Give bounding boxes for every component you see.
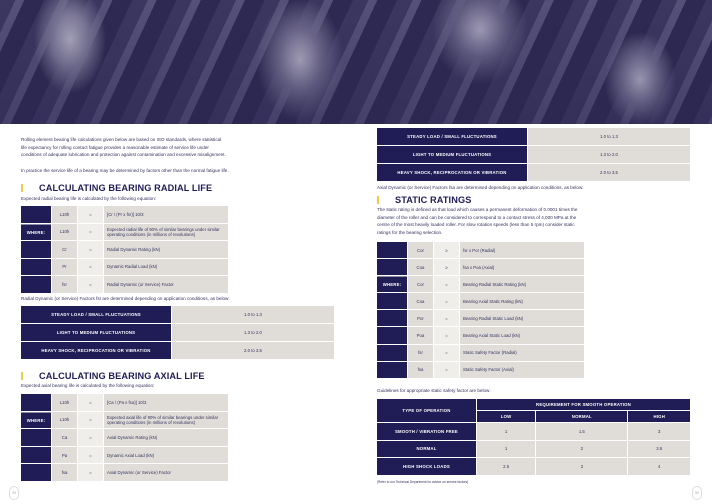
operator: = xyxy=(434,345,459,361)
static-ratings-heading: STATIC RATINGS xyxy=(395,195,472,205)
static-ratings-table xyxy=(376,241,585,379)
description: [Ca / (Pa x fsa)] 10/3 xyxy=(104,394,228,411)
operation-type: HIGH SHOCK LOADS xyxy=(377,458,476,475)
row-label xyxy=(21,276,51,293)
operator: ≥ xyxy=(434,259,459,275)
page-number: 49 xyxy=(9,486,19,500)
symbol: Por xyxy=(408,310,433,326)
table-row xyxy=(21,412,228,429)
radial-life-heading: CALCULATING BEARING RADIAL LIFE xyxy=(39,183,213,193)
safety-factor-value: 1 xyxy=(477,441,535,458)
operator: = xyxy=(78,394,103,411)
operation-type: SMOOTH / VIBRATION FREE xyxy=(377,423,476,440)
description: Bearing Axial Static Load (kN) xyxy=(460,327,584,343)
heading-accent xyxy=(377,196,379,204)
symbol: L10h xyxy=(52,224,77,241)
table-row xyxy=(377,242,584,258)
footnote: (Refer to our Technical Department for advice on service factors) xyxy=(377,480,469,484)
safety-factor-value: 3.5 xyxy=(628,441,690,458)
practice-paragraph: In practice the service life of a bearing may be determined by factors other than the normal fatigue life. xyxy=(21,168,229,173)
description: Bearing Radial Static Rating (kN) xyxy=(460,276,584,292)
table-row xyxy=(21,306,334,323)
factor-range: 1.3 to 2.0 xyxy=(172,324,334,341)
description: Axial Dynamic Rating (kN) xyxy=(104,429,228,446)
row-label xyxy=(377,293,407,309)
table-row xyxy=(377,128,690,145)
symbol: Poa xyxy=(408,327,433,343)
axial-life-heading: CALCULATING BEARING AXIAL LIFE xyxy=(39,371,205,381)
row-label xyxy=(377,327,407,343)
description: Dynamic Radial Load (kN) xyxy=(104,259,228,276)
radial-factor-note: Radial Dynamic (or Service) Factors fsr are determined depending on application conditions, as below: xyxy=(21,296,230,301)
table-row xyxy=(21,342,334,359)
axial-lead: Expected axial bearing life is calculated by the following equation: xyxy=(21,383,155,388)
column-header: NORMAL xyxy=(536,411,627,422)
operator: = xyxy=(78,276,103,293)
radial-life-table xyxy=(20,205,229,294)
symbol: Coa xyxy=(408,293,433,309)
symbol: L10h xyxy=(52,206,77,223)
table-row xyxy=(377,345,584,361)
factor-range: 2.0 to 3.5 xyxy=(528,164,690,181)
axial-factor-table xyxy=(376,127,691,182)
description: Static Safety Factor (Radial) xyxy=(460,345,584,361)
operator: = xyxy=(78,259,103,276)
symbol: L10h xyxy=(52,394,77,411)
description: fsr x Por (Radial) xyxy=(460,242,584,258)
guidelines-text: Guidelines for appropriate static safety factor are below: xyxy=(377,388,491,393)
operator: = xyxy=(78,429,103,446)
page-number: 50 xyxy=(692,486,702,500)
safety-factor-value: 3 xyxy=(628,423,690,440)
safety-factor-value: 1 xyxy=(477,423,535,440)
condition: HEAVY SHOCK, RECIPROCATION OR VIBRATION xyxy=(21,342,171,359)
column-header: LOW xyxy=(477,411,535,422)
row-label xyxy=(377,242,407,258)
table-row xyxy=(21,241,228,258)
table-row xyxy=(377,441,690,458)
header-row xyxy=(377,399,690,410)
table-row xyxy=(377,458,690,475)
heading-accent xyxy=(21,372,23,380)
header-bearing-photo xyxy=(0,0,712,124)
row-label xyxy=(377,259,407,275)
symbol: Ca xyxy=(52,429,77,446)
row-label xyxy=(21,206,51,223)
row-label xyxy=(21,464,51,481)
symbol: fsr xyxy=(408,345,433,361)
row-label xyxy=(21,447,51,464)
description: Static Safety Factor (Axial) xyxy=(460,362,584,378)
table-row xyxy=(377,259,584,275)
description: Expected axial life of 90% of similar bearings under similar operating conditions (in millions of revolutions) xyxy=(104,412,228,429)
type-of-operation-header: TYPE OF OPERATION xyxy=(377,399,476,422)
table-row xyxy=(21,324,334,341)
row-label: WHERE: xyxy=(377,276,407,292)
operator: = xyxy=(78,412,103,429)
row-label: WHERE: xyxy=(21,224,51,241)
safety-factor-value: 2.5 xyxy=(477,458,535,475)
operator: = xyxy=(434,327,459,343)
factor-range: 1.0 to 1.3 xyxy=(528,128,690,145)
operator: = xyxy=(434,276,459,292)
symbol: Cr xyxy=(52,241,77,258)
safety-factor-value: 3 xyxy=(536,458,627,475)
symbol: Cor xyxy=(408,242,433,258)
symbol: fsr xyxy=(52,276,77,293)
row-label xyxy=(21,394,51,411)
table-row xyxy=(21,464,228,481)
condition: STEADY LOAD / SMALL FLUCTUATIONS xyxy=(21,306,171,323)
operator: = xyxy=(78,241,103,258)
requirement-header: REQUIREMENT FOR SMOOTH OPERATION xyxy=(477,399,690,410)
description: Bearing Radial Static Load (kN) xyxy=(460,310,584,326)
symbol: Pr xyxy=(52,259,77,276)
symbol: L10h xyxy=(52,412,77,429)
symbol: Cor xyxy=(408,276,433,292)
operator: = xyxy=(78,224,103,241)
safety-factor-value: 4 xyxy=(628,458,690,475)
operator: = xyxy=(434,293,459,309)
table-row xyxy=(377,293,584,309)
condition: HEAVY SHOCK, RECIPROCATION OR VIBRATION xyxy=(377,164,527,181)
row-label xyxy=(377,345,407,361)
description: [Cr / (Pr x fsr)] 10/3 xyxy=(104,206,228,223)
symbol: Pa xyxy=(52,447,77,464)
operation-type: NORMAL xyxy=(377,441,476,458)
safety-factor-table xyxy=(376,398,691,476)
row-label xyxy=(21,259,51,276)
row-label: WHERE: xyxy=(21,412,51,429)
heading-accent xyxy=(21,184,23,192)
table-row xyxy=(21,224,228,241)
axial-life-table xyxy=(20,393,229,482)
factor-range: 2.0 to 3.5 xyxy=(172,342,334,359)
static-ratings-paragraph: The static rating is defined as that load which causes a permanent deformation of 0.0001 times the diameter of the roller and can be considered to correspond to a contact stress of 4,000 MPa at the centre of the most heavily loaded roller. For slow rotation speeds (less than 5 rpm) consider static ratings for the bearing selection. xyxy=(377,207,578,235)
symbol: fsa xyxy=(408,362,433,378)
column-header: HIGH xyxy=(628,411,690,422)
table-row xyxy=(377,276,584,292)
row-label xyxy=(21,429,51,446)
description: Radial Dynamic Rating (kN) xyxy=(104,241,228,258)
table-row xyxy=(21,447,228,464)
operator: ≥ xyxy=(434,242,459,258)
description: Expected radial life of 90% of similar bearings under similar operating conditions (in millions of revolutions) xyxy=(104,224,228,241)
safety-factor-value: 2 xyxy=(536,441,627,458)
operator: = xyxy=(78,206,103,223)
condition: LIGHT TO MEDIUM FLUCTUATIONS xyxy=(21,324,171,341)
table-row xyxy=(21,429,228,446)
table-row xyxy=(377,423,690,440)
factor-range: 1.3 to 2.0 xyxy=(528,146,690,163)
radial-lead: Expected radial bearing life is calculated by the following equation: xyxy=(21,196,157,201)
row-label xyxy=(377,362,407,378)
operator: = xyxy=(78,464,103,481)
condition: STEADY LOAD / SMALL FLUCTUATIONS xyxy=(377,128,527,145)
table-row xyxy=(21,206,228,223)
axial-factor-note: Axial Dynamic (or Service) Factors fsa are determined depending on application conditions, as below: xyxy=(377,185,584,190)
table-row xyxy=(21,259,228,276)
description: Radial Dynamic (or Service) Factor xyxy=(104,276,228,293)
condition: LIGHT TO MEDIUM FLUCTUATIONS xyxy=(377,146,527,163)
table-row xyxy=(21,276,228,293)
table-row xyxy=(377,310,584,326)
table-row xyxy=(377,362,584,378)
symbol: Coa xyxy=(408,259,433,275)
description: Bearing Axial Static Rating (kN) xyxy=(460,293,584,309)
factor-range: 1.0 to 1.3 xyxy=(172,306,334,323)
description: Dynamic Axial Load (kN) xyxy=(104,447,228,464)
description: fsa x Poa (Axial) xyxy=(460,259,584,275)
table-row xyxy=(377,146,690,163)
operator: = xyxy=(434,362,459,378)
radial-factor-table xyxy=(20,305,335,360)
table-row xyxy=(21,394,228,411)
description: Axial Dynamic (or Service) Factor xyxy=(104,464,228,481)
operator: = xyxy=(434,310,459,326)
table-row xyxy=(377,327,584,343)
intro-paragraph: Rolling element bearing life calculations given below are based on ISO standards, where statistical life expectancy for rolling contact fatigue provides a reasonable estimate of service life under conditions of adequate lubrication and protection against contamination and excessive misalignment. xyxy=(21,137,226,158)
row-label xyxy=(377,310,407,326)
symbol: fsa xyxy=(52,464,77,481)
operator: = xyxy=(78,447,103,464)
safety-factor-value: 1.5 xyxy=(536,423,627,440)
table-row xyxy=(377,164,690,181)
row-label xyxy=(21,241,51,258)
